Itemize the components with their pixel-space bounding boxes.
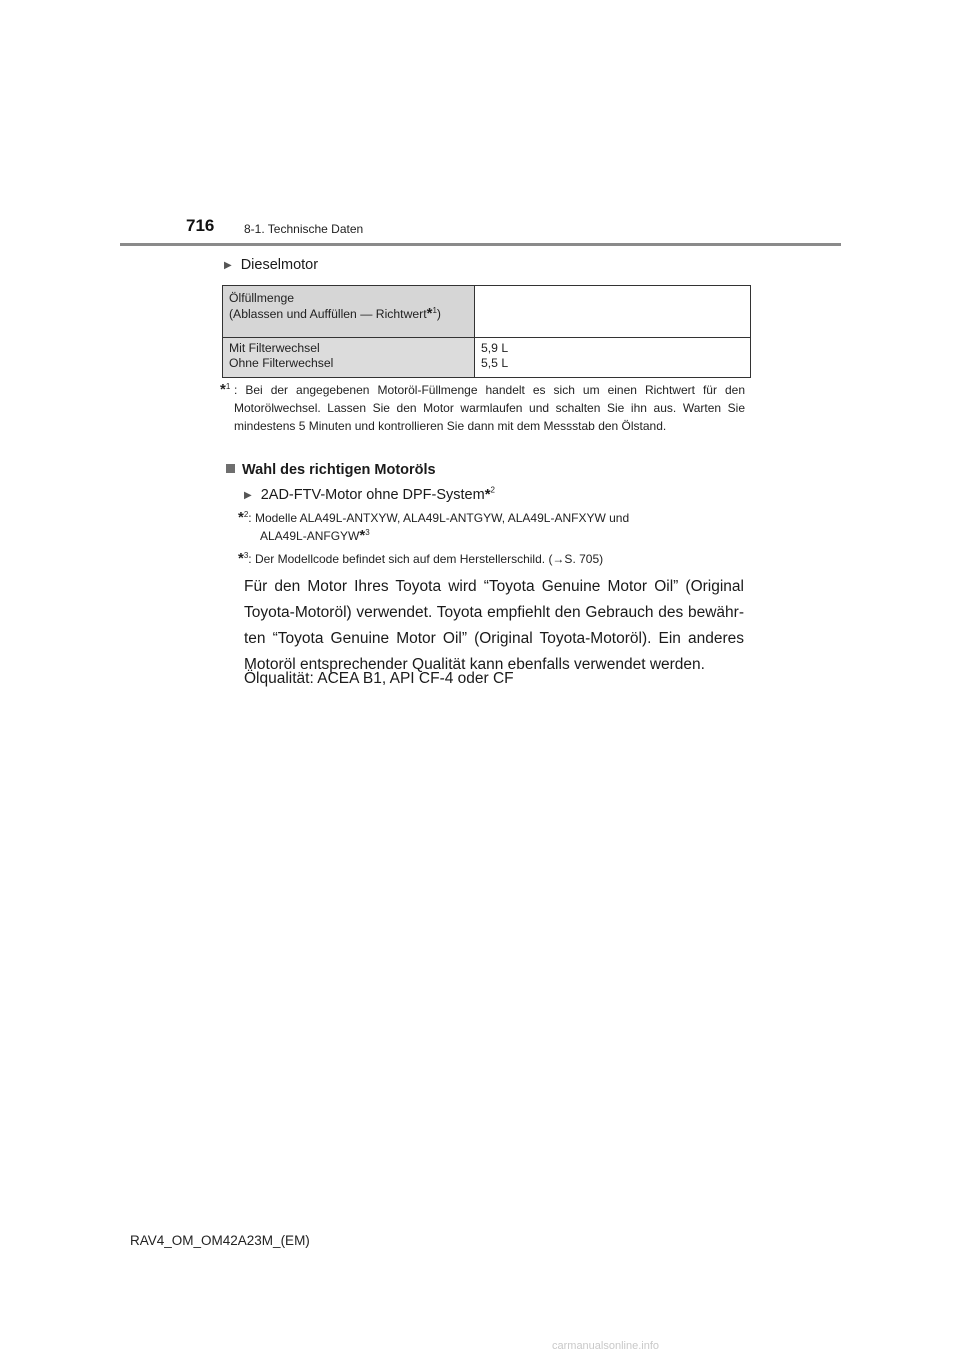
- oil-selection-heading: [226, 461, 436, 479]
- square-bullet-icon: [226, 464, 235, 473]
- footnote-star: *: [238, 509, 244, 526]
- capacity-label: Ölfüllmenge: [229, 291, 295, 305]
- diesel-heading-text: Dieselmotor: [240, 257, 319, 273]
- footnote-star: *: [359, 527, 366, 544]
- capacity-note-text: (Ablassen und Auffüllen — Richtwert: [229, 307, 427, 321]
- watermark: carmanualsonline.info: [552, 1340, 660, 1352]
- header-divider: [120, 243, 841, 246]
- capacity-label-note: [229, 306, 468, 322]
- footnote-2-model: ALA49L-ANFGYW: [260, 529, 360, 543]
- without-filter-label: Ohne Filterwechsel: [229, 356, 334, 370]
- footnote-ref: 2: [490, 485, 495, 495]
- footnote-1-marker: [220, 381, 230, 399]
- table-row: [223, 338, 751, 378]
- filter-value-cell: [475, 338, 751, 378]
- capacity-value-cell: [475, 286, 751, 338]
- footnote-star: *: [220, 381, 226, 398]
- oil-selection-heading-text: Wahl des richtigen Motoröls: [242, 462, 436, 478]
- engine-subheading: [244, 486, 495, 504]
- diesel-heading: [224, 256, 318, 274]
- with-filter-label: Mit Filterwechsel: [229, 341, 320, 355]
- page-number: 716: [186, 216, 215, 235]
- section-title: 8-1. Technische Daten: [244, 222, 364, 236]
- with-filter-value: 5,9 L: [481, 341, 509, 355]
- footnote-ref: 2: [243, 510, 249, 519]
- footnote-star: *: [484, 486, 491, 503]
- oil-quality: Ölqualität: ACEA B1, API CF-4 oder CF: [244, 670, 514, 687]
- footnote-1-text: : Bei der angegebenen Motoröl-Füllmenge handelt es sich um einen Richtwert für den Motorölwechsel. Lassen Sie den Motor warmlaufen und schalten Sie ihn aus. Warten Sie mindestens 5 Minuten und kontrollieren Sie dann mit dem Messstab den Ölstand.: [234, 383, 745, 433]
- oil-paragraph: Für den Motor Ihres Toyota wird “Toyota Genuine Motor Oil” (Original Toyota-Motoröl) verwendet. Toyota empfiehlt den Gebrauch des bewähr-ten “Toyota Genuine Motor Oil” (Original Toyota-Motoröl). Ein anderes Motoröl entsprechender Qualität kann ebenfalls verwendet werden.: [244, 578, 744, 673]
- footnote-2-text: : Modelle ALA49L-ANTXYW, ALA49L-ANTGYW, ALA49L-ANFXYW und: [248, 511, 630, 525]
- table-row: [223, 286, 751, 338]
- triangle-bullet-icon: ▶: [224, 260, 232, 271]
- footnote-ref: 3: [243, 551, 249, 560]
- footnote-ref: 3: [365, 528, 370, 537]
- footnote-3: [238, 550, 758, 568]
- footnote-ref: 1: [432, 305, 437, 315]
- filter-label-cell: [223, 338, 475, 378]
- capacity-label-cell: [223, 286, 475, 338]
- model-code: RAV4_OM_OM42A23M_(EM): [130, 1233, 310, 1248]
- triangle-bullet-icon: ▶: [244, 490, 252, 501]
- footnote-ref: 1: [225, 382, 231, 391]
- footnote-3-text: : Der Modellcode befindet sich auf dem Herstellerschild. (→S. 705): [248, 552, 604, 566]
- footnote-2-line2: [260, 527, 758, 545]
- capacity-note-suffix: ): [436, 307, 441, 321]
- footnote-2: [238, 509, 758, 545]
- footnote-2-line1: [238, 509, 758, 527]
- footnote-star: *: [238, 550, 244, 567]
- without-filter-value: 5,5 L: [481, 356, 509, 370]
- oil-capacity-table: [222, 285, 751, 378]
- footnote-1: [220, 381, 745, 435]
- footnote-star: *: [426, 305, 433, 322]
- engine-subheading-text: 2AD-FTV-Motor ohne DPF-System: [260, 487, 485, 503]
